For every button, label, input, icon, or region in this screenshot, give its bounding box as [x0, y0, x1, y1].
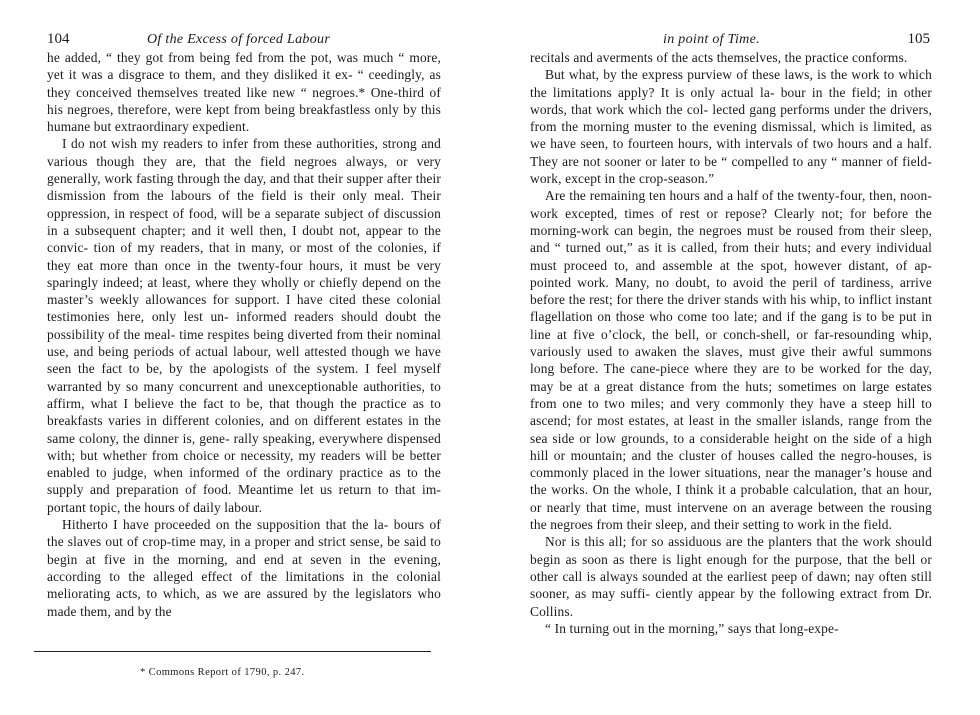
paragraph: Are the remaining ten hours and a half of the twenty-four, then, noon-work excepted, times of rest or repose? Clearly not; for before the morning-work can begin, the negroes must be roused from their sleep, and “ turned out,” as it is called, from their huts; and every individual must proceed to, and assemble at the spot, however distant, of ap- pointed work. Many, no doubt, to avoid the peril of tardiness, arrive before the rest; for there the driver stands with his whip, to inflict instant flagellation on those who come too late; and if the gang is to be put in line at five o’clock, the bell, or conch-shell, or far-resounding whip, variously used to awaken the slaves, must give their awful summons long before. The cane-piece where they are to be worked for the day, may be at a great distance from the huts; sometimes on large estates from one to two miles; and very commonly they have a steep hill to ascend; for most estates, at least in the smaller islands, range from the sea side or low grounds, to a considerable height on the side of a high hill or mountain; and the cluster of houses called the negro-houses, is commonly placed in the lower situations, near the manager’s house and the works. On the whole, I think it a probable calculation, that an hour, or nearly that time, must intervene on an average between the rousing the negroes from their sleep, and their setting to work in the field.	[530, 188, 932, 533]
left-page-header	[47, 31, 441, 51]
paragraph: But what, by the express purview of these laws, is the work to which the limitations apply? It is only actual la- bour in the field; in other words, that work which the col- lected gang performs under the drivers, from the morning muster to the evening dismissal, which is limited, as we have seen, to fourteen hours, with intervals of two hours and a half. They are not sooner or later to be “ compelled to any “ manner of field-work, except in the crop-season.”	[530, 67, 932, 187]
footnote-divider	[34, 651, 431, 652]
right-page-header	[530, 31, 930, 51]
paragraph: Nor is this all; for so assiduous are the planters that the work should begin as soon as there is light enough for the purpose, that the bell or other call is always sounded at the earliest peep of dawn; nay often still sooner, as may suffi- ciently appear by the following extract from Dr. Collins.	[530, 534, 932, 619]
paragraph: recitals and averments of the acts themselves, the practice conforms.	[530, 50, 908, 65]
right-page	[490, 0, 980, 715]
paragraph: “ In turning out in the morning,” says that long-expe-	[545, 620, 839, 636]
running-title: Of the Excess of forced Labour	[147, 32, 331, 47]
left-page-body	[47, 49, 441, 620]
running-title: in point of Time.	[663, 32, 760, 47]
paragraph: he added, “ they got from being fed from the pot, was much “ more, yet it was a disgrace to them, and they disliked it ex- “ ceedingly, as they conceived themselves treated like new “ negroes.* One-third of his negroes, therefore, were kept from being breakfastless only by this humane but extraordinary expedient.	[47, 50, 441, 135]
paragraph: Hitherto I have proceeded on the supposition that the la- bours of the slaves out of crop-time may, in a proper and strict sense, be said to begin at five in the morning, and end at seven in the evening, according to the alleged effect of the limitations in the colonial meliorating acts, to which, as we are assured by the legislators who made them, and by the	[47, 517, 441, 619]
page-number: 105	[907, 31, 930, 47]
paragraph: I do not wish my readers to infer from these authorities, strong and various though they are, that the field negroes always, or very generally, work fasting through the day, and that their supper after their dismission from the labours of the field is their only meal. Their oppression, in respect of food, will be a separate subject of discussion in a subsequent chapter; and it well then, I doubt not, appear to the convic- tion of my readers, that in many, or most of the colonies, if they eat more than once in the twenty-four hours, it must be very sparingly indeed; at least, where they wholly or chiefly depend on the master’s weekly allowances for support. I have cited these colonial testimonies here, only lest un- informed readers should doubt the possibility of the meal- time respites being diverted from their nominal use, and being periods of actual labour, well attested though we have seen the fact to be, by the apologists of the system. I feel myself warranted by so many concurrent and unexceptionable authorities, to affirm, what I believe the fact to be, that though the practice as to breakfasts varies in different colonies, and on different estates in the same colony, the dinner is, gene- rally speaking, everywhere dispensed with; but whether from choice or necessity, my readers will be better enabled to judge, when informed of the ordinary practice as to the supply and preparation of food. Meantime let us return to that im- portant topic, the hours of daily labour.	[47, 136, 441, 515]
page-number: 104	[47, 31, 70, 47]
footnote: * Commons Report of 1790, p. 247.	[140, 667, 305, 678]
right-page-body	[530, 49, 932, 637]
